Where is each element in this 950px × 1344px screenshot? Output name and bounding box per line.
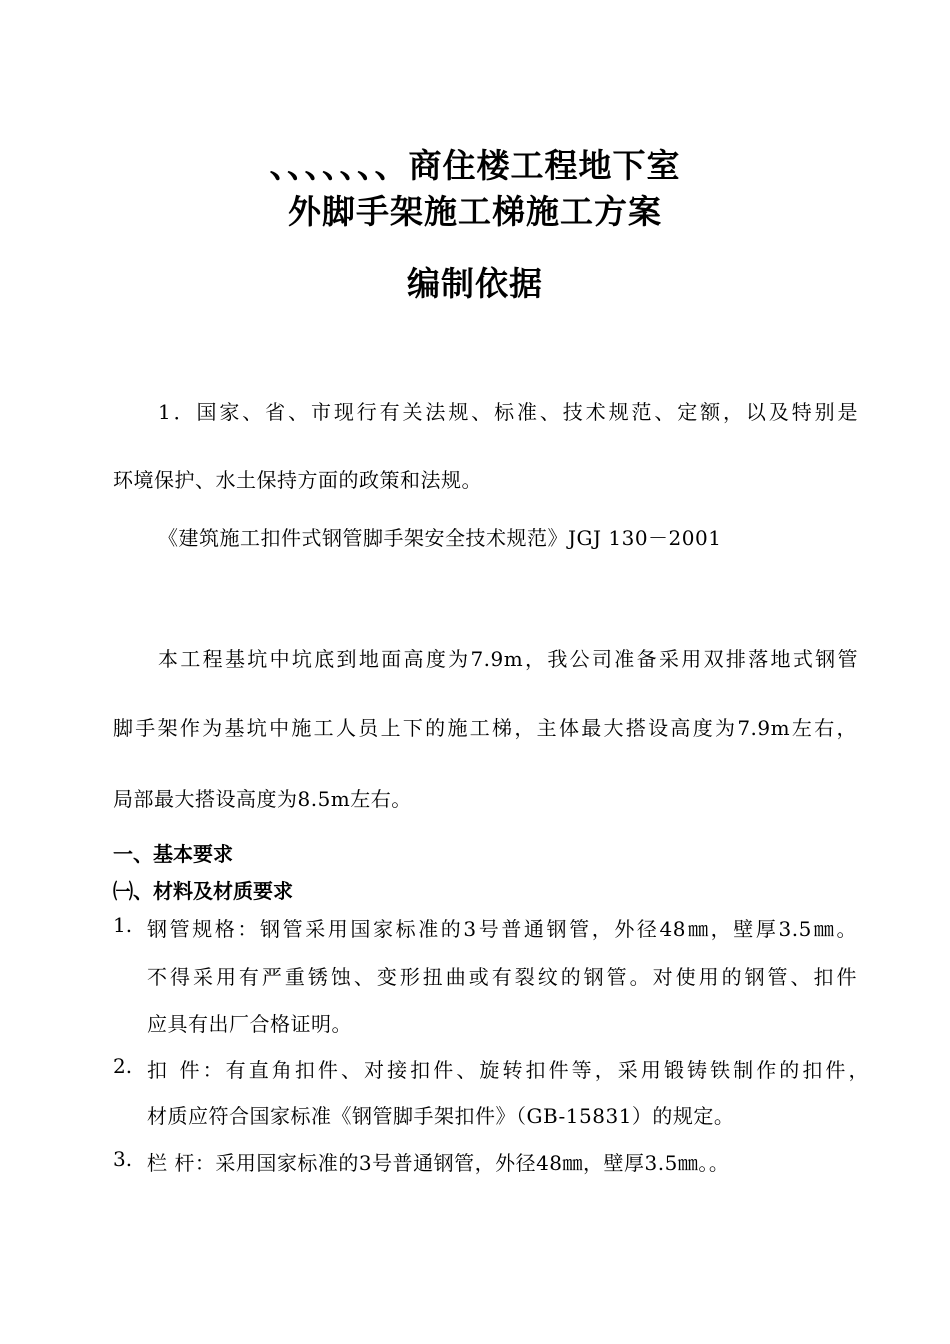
basis-standard-reference: 《建筑施工扣件式钢管脚手架安全技术规范》JGJ 130－2001 bbox=[158, 526, 722, 550]
list-item-line: 栏 杆：采用国家标准的3号普通钢管，外径48㎜，壁厚3.5㎜。。 bbox=[147, 1151, 730, 1175]
section-heading: 一、基本要求 bbox=[113, 842, 233, 866]
list-item-number: 3. bbox=[113, 1147, 133, 1171]
list-item-number: 1. bbox=[113, 913, 133, 937]
list-item-line: 材质应符合国家标准《钢管脚手架扣件》（GB-15831）的规定。 bbox=[147, 1104, 735, 1128]
list-item-line: 不得采用有严重锈蚀、变形扭曲或有裂纹的钢管。对使用的钢管、扣件 bbox=[147, 965, 857, 989]
section-subheading: ㈠、材料及材质要求 bbox=[113, 879, 293, 903]
document-title-line3: 编制依据 bbox=[407, 264, 543, 303]
document-title-line2: 外脚手架施工梯施工方案 bbox=[288, 192, 662, 231]
overview-line2: 脚手架作为基坑中施工人员上下的施工梯，主体最大搭设高度为7.9m左右， bbox=[113, 716, 857, 740]
list-item-line: 应具有出厂合格证明。 bbox=[147, 1012, 352, 1036]
basis-paragraph-line2: 环境保护、水土保持方面的政策和法规。 bbox=[113, 468, 482, 492]
list-item-line: 钢管规格：钢管采用国家标准的3号普通钢管，外径48㎜，壁厚3.5㎜。 bbox=[147, 917, 857, 941]
basis-paragraph-line1: 1．国家、省、市现行有关法规、标准、技术规范、定额，以及特别是 bbox=[158, 400, 858, 424]
list-item-line: 扣 件：有直角扣件、对接扣件、旋转扣件等，采用锻铸铁制作的扣件， bbox=[147, 1058, 869, 1082]
list-item-number: 2. bbox=[113, 1054, 133, 1078]
document-title-line1: 、、、、、、、商住楼工程地下室 bbox=[269, 146, 681, 185]
overview-line1: 本工程基坑中坑底到地面高度为7.9m，我公司准备采用双排落地式钢管 bbox=[158, 647, 858, 671]
overview-line3: 局部最大搭设高度为8.5m左右。 bbox=[113, 787, 412, 811]
